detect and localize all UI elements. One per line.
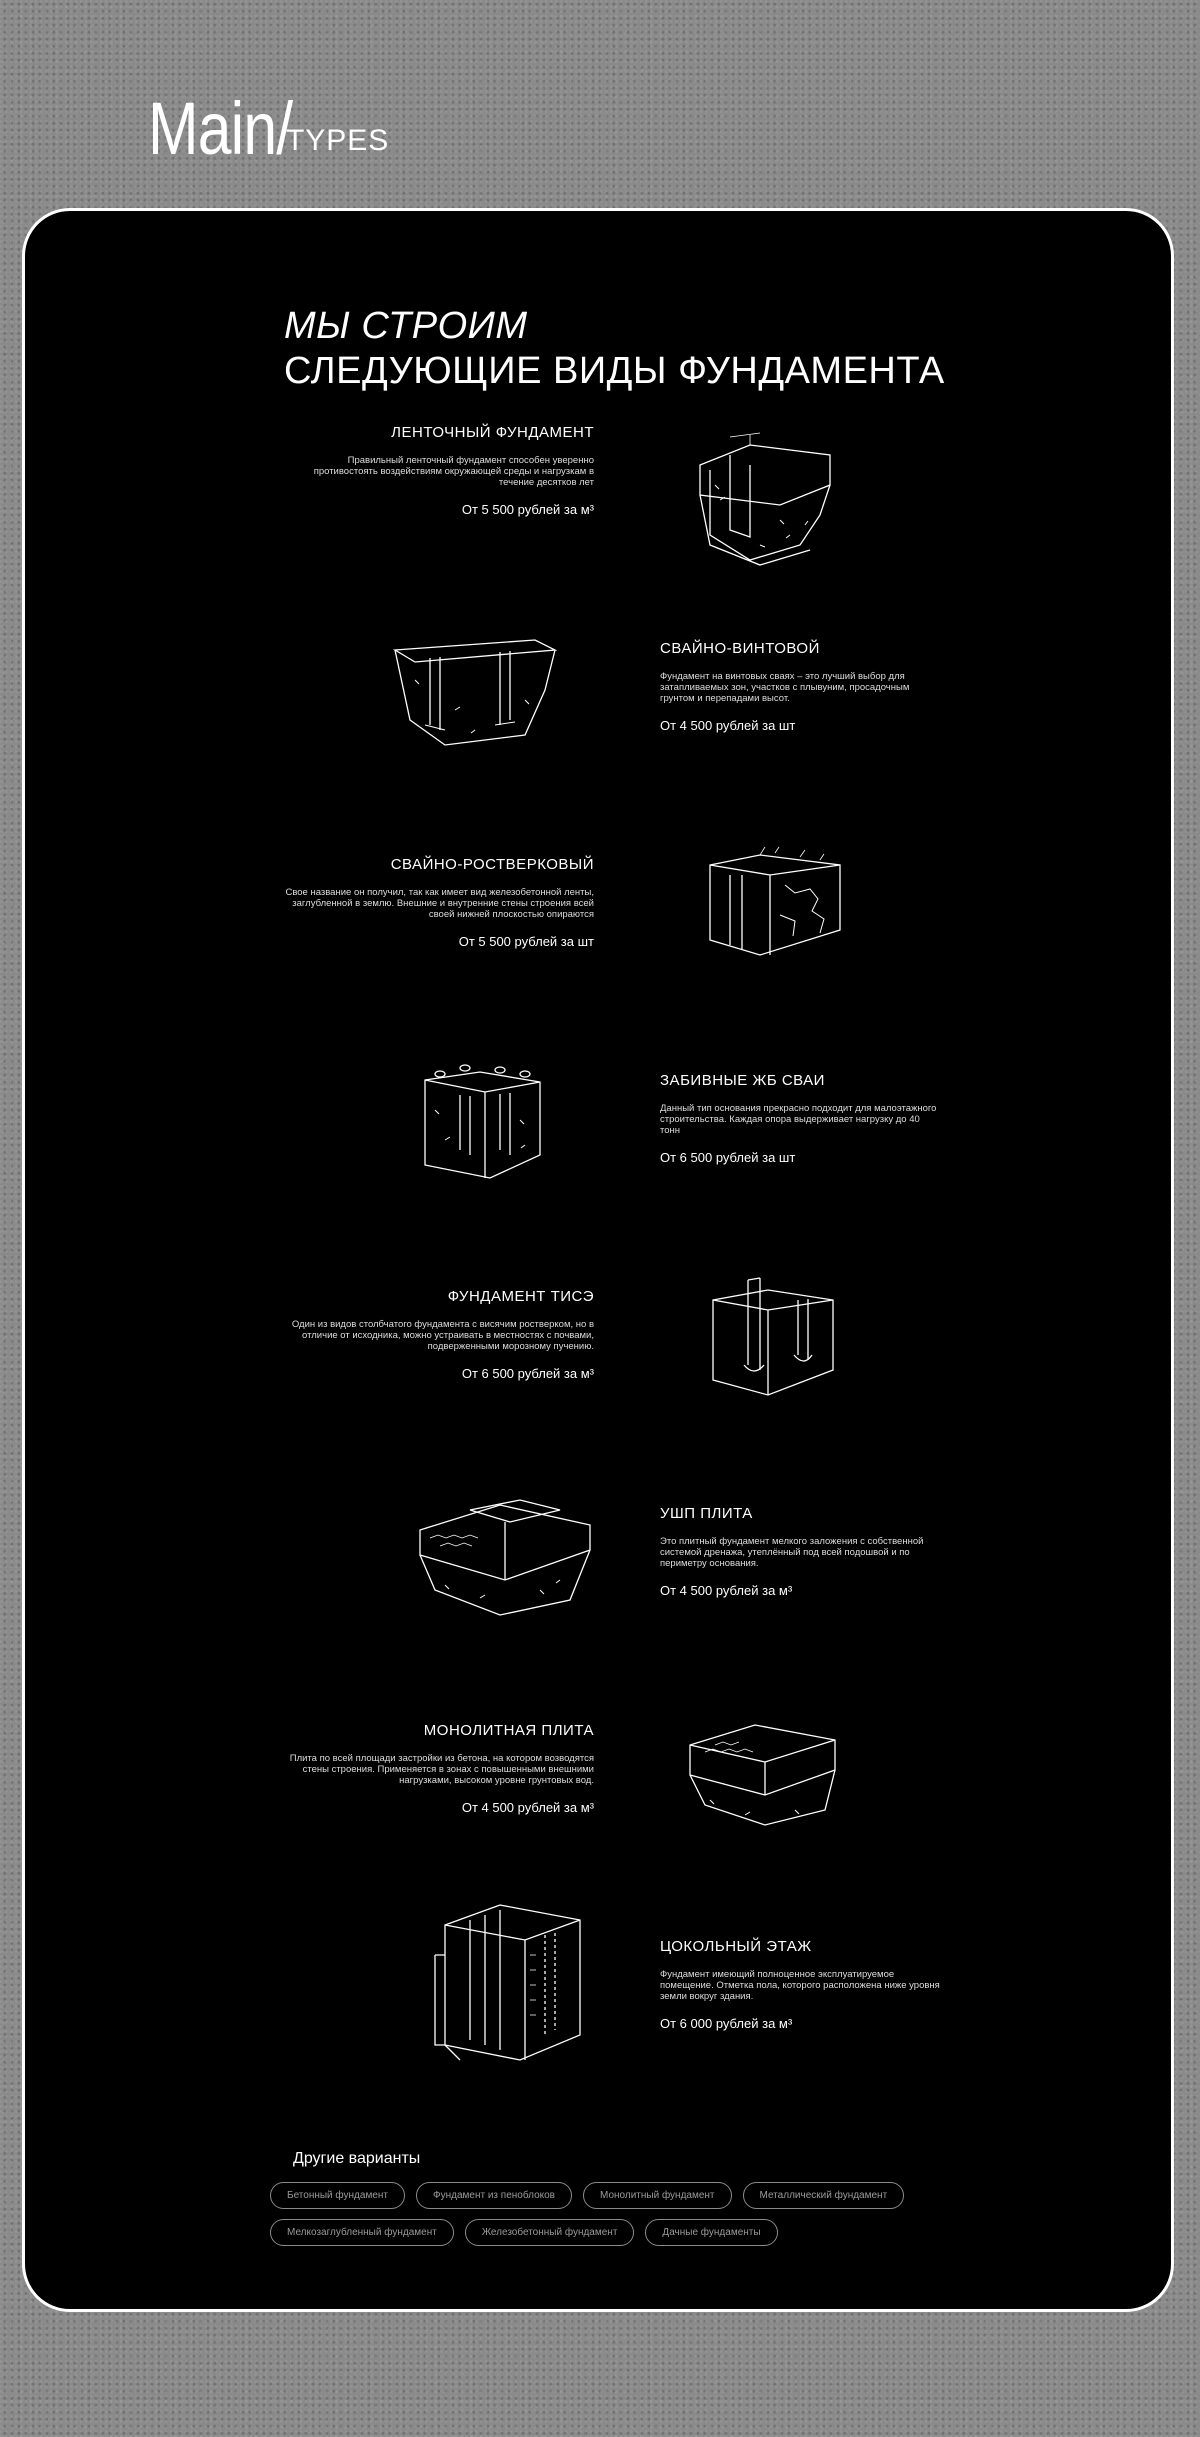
foundation-name: ЛЕНТОЧНЫЙ ФУНДАМЕНТ [391, 424, 594, 441]
foundation-desc: Фундамент на винтовых сваях – это лучший выбор для затапливаемых зон, участков с плывуним, просадочным грунтом и перепадами высот. [660, 671, 910, 704]
foundation-name: ЗАБИВНЫЕ ЖБ СВАИ [660, 1072, 825, 1089]
foundation-item-ushp[interactable] [660, 1505, 940, 1598]
headline-line1: МЫ СТРОИМ [284, 305, 528, 347]
foundation-item-tise[interactable] [284, 1288, 594, 1381]
tag-dacha[interactable]: Дачные фундаменты [645, 2219, 777, 2246]
logo[interactable]: Main/ [148, 87, 293, 170]
foundation-name: СВАЙНО-РОСТВЕРКОВЫЙ [390, 856, 594, 873]
tag-reinforced-concrete[interactable]: Железобетонный фундамент [465, 2219, 635, 2246]
foundation-price: От 4 500 рублей за шт [660, 718, 796, 733]
headline-line2: СЛЕДУЮЩИЕ ВИДЫ ФУНДАМЕНТА [284, 350, 945, 392]
foundation-price: От 4 500 рублей за м³ [660, 1583, 793, 1598]
foundation-item-monolithic[interactable] [284, 1722, 594, 1815]
tag-concrete[interactable]: Бетонный фундамент [270, 2182, 405, 2209]
foundation-price: От 5 500 рублей за шт [458, 934, 594, 949]
foundation-name: СВАЙНО-ВИНТОВОЙ [660, 640, 820, 657]
foundation-price: От 5 500 рублей за м³ [461, 502, 594, 517]
page-header [148, 87, 390, 170]
foundation-desc: Данный тип основания прекрасно подходит для малоэтажного строительства. Каждая опора выдерживает нагрузку до 40 тонн [660, 1103, 937, 1136]
foundation-desc: Правильный ленточный фундамент способен уверенно противостоять воздействиям окружающей среды и нагрузкам в течение десятков лет [313, 455, 594, 488]
driven-piles-illustration [420, 1060, 545, 1185]
monolithic-slab-illustration [685, 1720, 840, 1830]
foundation-item-basement[interactable] [660, 1938, 940, 2031]
foundation-price: От 6 500 рублей за м³ [461, 1366, 594, 1381]
foundation-item-driven[interactable] [660, 1072, 940, 1165]
other-variants-tags [270, 2182, 930, 2256]
foundation-desc: Это плитный фундамент мелкого заложения с собственной системой дренажа, утеплённый под всей подошвой и по периметру основания. [660, 1536, 924, 1569]
pile-grillage-illustration [700, 845, 845, 965]
foundation-desc: Плита по всей площади застройки из бетона, на котором возводятся стены строения. Применяется в зонах с повышенными внешними нагрузками, высоком уровне грунтовых вод. [289, 1753, 594, 1786]
tag-metal[interactable]: Металлический фундамент [743, 2182, 905, 2209]
content-panel [22, 208, 1174, 2312]
foundation-name: ФУНДАМЕНТ ТИСЭ [447, 1288, 594, 1305]
insulated-slab-illustration [410, 1490, 600, 1620]
tags-row-2 [270, 2219, 930, 2246]
tag-monolithic[interactable]: Монолитный фундамент [583, 2182, 732, 2209]
foundation-desc: Один из видов столбчатого фундамента с висячим ростверком, но в отличие от исходника, можно устраивать в местностях с почвами, подверженными морозному пучению. [291, 1319, 594, 1352]
foundation-desc: Свое название он получил, так как имеет вид железобетонной ленты, заглубленной в землю. Внешние и внутренние стены строения всей своей нижней плоскостью опираются [285, 887, 594, 920]
foundation-item-screw[interactable] [660, 640, 940, 733]
strip-foundation-illustration [690, 425, 840, 570]
tags-row-1 [270, 2182, 930, 2209]
foundation-price: От 6 500 рублей за шт [660, 1150, 796, 1165]
screw-pile-illustration [385, 630, 560, 750]
tag-shallow[interactable]: Мелкозаглубленный фундамент [270, 2219, 454, 2246]
tag-foam-blocks[interactable]: Фундамент из пеноблоков [416, 2182, 572, 2209]
tise-foundation-illustration [708, 1275, 838, 1400]
foundation-name: УШП ПЛИТА [660, 1505, 753, 1522]
other-variants-title: Другие варианты [293, 2150, 421, 2167]
basement-illustration [430, 1895, 590, 2065]
foundation-price: От 6 000 рублей за м³ [660, 2016, 793, 2031]
foundation-price: От 4 500 рублей за м³ [461, 1800, 594, 1815]
foundation-item-grillage[interactable] [284, 856, 594, 949]
foundation-item-strip[interactable] [284, 424, 594, 517]
page-subtitle: TYPES [285, 124, 390, 157]
foundation-desc: Фундамент имеющий полноценное эксплуатируемое помещение. Отметка пола, которого расположена ниже уровня земли вокруг здания. [660, 1969, 940, 2002]
foundation-name: ЦОКОЛЬНЫЙ ЭТАЖ [660, 1938, 812, 1955]
foundation-name: МОНОЛИТНАЯ ПЛИТА [423, 1722, 594, 1739]
